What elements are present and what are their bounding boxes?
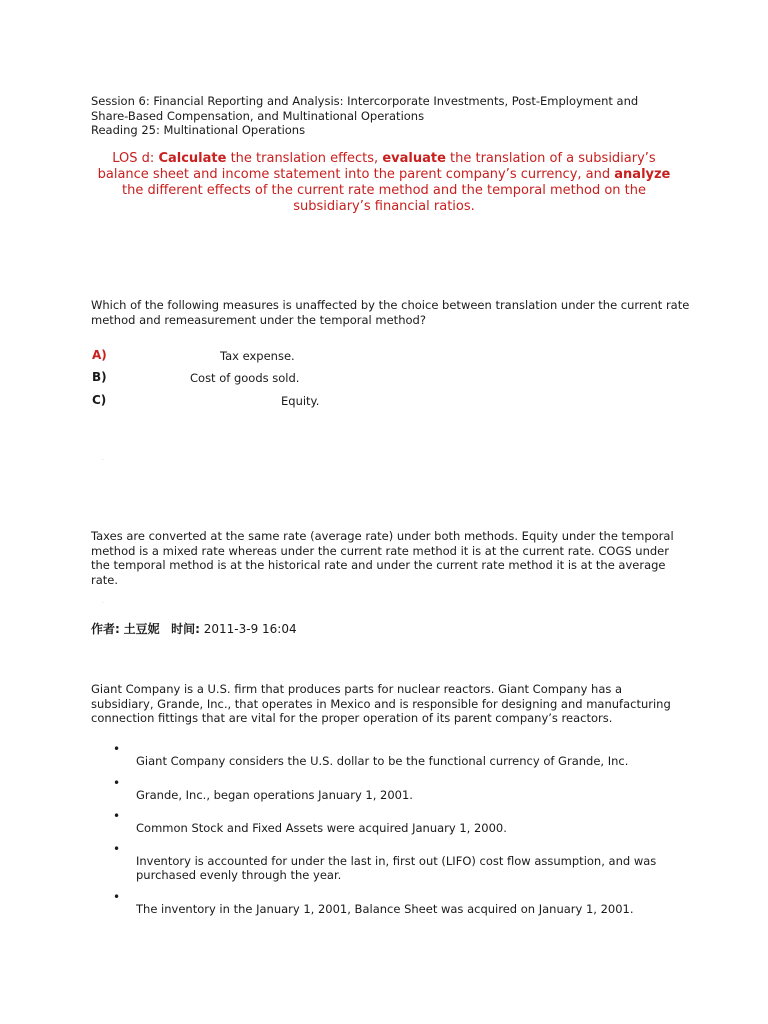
speck-mark: ·	[102, 457, 104, 464]
author-name: 土豆妮	[123, 622, 160, 636]
option-b-key: B)	[92, 370, 107, 384]
post-time: 2011-3-9 16:04	[203, 622, 297, 636]
bullet-icon: •	[113, 890, 121, 904]
option-a-text: Tax expense.	[220, 349, 295, 363]
case-intro: Giant Company is a U.S. firm that produces parts for nuclear reactors. Giant Company has a subsidiary, Grande, Inc., that operates in Mexico and is responsible for designing and manufacturing connection fittings that are vital for the proper operation of its parent company’s reactors.	[91, 682, 671, 725]
bullet-icon: •	[113, 742, 121, 756]
los-text-3: the different effects of the current rate method and the temporal method on the subsidiary’s financial ratios.	[121, 183, 647, 214]
bullet-icon: •	[113, 842, 121, 856]
session-line: Session 6: Financial Reporting and Analysis: Intercorporate Investments, Post-Employment and	[91, 94, 639, 108]
los-verb-analyze: analyze	[614, 167, 671, 182]
option-c-text: Equity.	[281, 394, 320, 408]
los-prefix: LOS d:	[112, 151, 159, 166]
time-label: 时间:	[171, 622, 200, 636]
list-item	[113, 776, 693, 814]
los-verb-calculate: Calculate	[158, 151, 227, 166]
reading-line: Reading 25: Multinational Operations	[91, 123, 306, 137]
list-item	[113, 890, 693, 928]
option-a-key: A)	[92, 348, 107, 362]
bullet-icon: •	[113, 809, 121, 823]
option-c-key: C)	[92, 393, 107, 407]
los-verb-evaluate: evaluate	[382, 151, 446, 166]
list-item	[113, 842, 693, 894]
author-label: 作者:	[91, 622, 120, 636]
list-item-text: Common Stock and Fixed Assets were acquired January 1, 2000.	[136, 820, 507, 835]
list-item-text: Inventory is accounted for under the last in, first out (LIFO) cost flow assumption, and was purchased evenly through the year.	[136, 853, 657, 882]
learning-objective-statement	[91, 151, 677, 215]
list-item	[113, 809, 693, 847]
speck-mark: ·	[102, 600, 104, 607]
los-text-1: the translation effects,	[226, 151, 383, 166]
list-item-text: Grande, Inc., began operations January 1, 2001.	[136, 787, 413, 802]
los-text-2: the translation of a subsidiary’s balance sheet and income statement into the parent company’s currency, and	[97, 151, 656, 182]
list-item	[113, 742, 693, 780]
answer-explanation: Taxes are converted at the same rate (average rate) under both methods. Equity under the temporal method is a mixed rate whereas under the current rate method it is at the current rate. COGS under the temporal method is at the historical rate and under the current rate method it is at the average rate.	[91, 529, 674, 587]
session-subline: Share-Based Compensation, and Multinational Operations	[91, 108, 425, 123]
author-line	[91, 620, 297, 637]
list-item-text: The inventory in the January 1, 2001, Balance Sheet was acquired on January 1, 2001.	[136, 901, 634, 916]
option-b-text: Cost of goods sold.	[190, 371, 300, 385]
bullet-icon: •	[113, 776, 121, 790]
list-item-text: Giant Company considers the U.S. dollar to be the functional currency of Grande, Inc.	[136, 753, 629, 768]
session-header	[91, 94, 691, 138]
question-text: Which of the following measures is unaffected by the choice between translation under the current rate method and remeasurement under the temporal method?	[91, 298, 690, 327]
